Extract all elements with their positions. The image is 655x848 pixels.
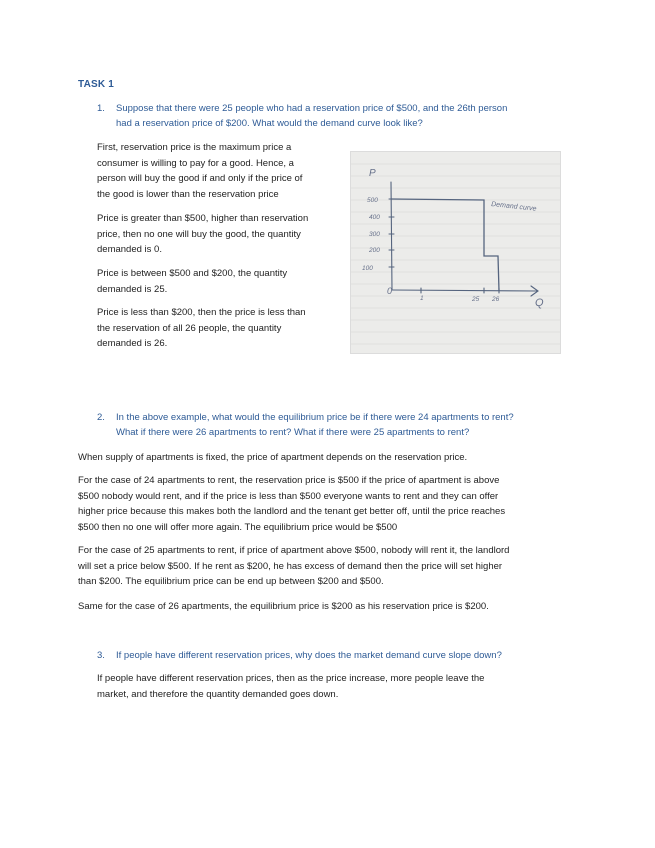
question-1-line-2: had a reservation price of $200. What would the demand curve look like?	[116, 118, 423, 129]
x-tick-label: 26	[492, 296, 500, 303]
y-tick-label: 200	[369, 247, 380, 254]
demand-curve-sketch	[350, 151, 561, 354]
origin-label: 0	[387, 286, 393, 296]
text-line: $500 nobody would rent, and if the price is less than $500 everyone wants to rent and they can offer	[78, 490, 499, 502]
question-3-line-1: If people have different reservation prices, why does the market demand curve slope down?	[116, 650, 502, 661]
q1-paragraph-4	[97, 305, 306, 352]
question-1-number: 1.	[97, 103, 105, 114]
text-line: demanded is 26.	[97, 338, 168, 349]
question-2-number: 2.	[97, 412, 105, 423]
text-line: If people have different reservation prices, then as the price increase, more people leave the	[97, 673, 485, 684]
question-1-line-1: Suppose that there were 25 people who had a reservation price of $500, and the 26th person	[116, 103, 508, 114]
question-2-line-1: In the above example, what would the equilibrium price be if there were 24 apartments to rent?	[116, 412, 514, 423]
text-line: the good is lower than the reservation price	[97, 188, 279, 200]
text-line: demanded is 0.	[97, 244, 162, 255]
q1-paragraph-2	[97, 211, 308, 258]
text-line: Same for the case of 26 apartments, the equilibrium price is $200 as his reservation price is $200.	[78, 601, 489, 612]
q1-paragraph-1	[97, 140, 302, 202]
quantity-axis	[392, 290, 537, 291]
text-line: $500 then no one will offer more again. The equilibrium price would be $500	[78, 521, 398, 533]
y-tick-label: 400	[369, 214, 380, 221]
text-line: For the case of 25 apartments to rent, if price of apartment above $500, nobody will rent it, the landlord	[78, 545, 510, 556]
question-3	[97, 648, 617, 664]
text-line: market, and therefore the quantity demanded goes down.	[97, 688, 339, 700]
text-line: higher price because this makes both the landlord and the tenant get better off, until the price reaches	[78, 506, 506, 517]
demand-curve-line	[391, 199, 499, 291]
x-tick-label: 1	[420, 295, 424, 302]
text-line: When supply of apartments is fixed, the price of apartment depends on the reservation price.	[78, 452, 468, 463]
question-2-line-2: What if there were 26 apartments to rent? What if there were 25 apartments to rent?	[116, 427, 470, 438]
text-line: demanded is 25.	[97, 283, 168, 295]
q2-paragraph-4	[78, 599, 489, 615]
text-line: Price is less than $200, then the price is less than	[97, 307, 306, 318]
text-line: For the case of 24 apartments to rent, the reservation price is $500 if the price of apartment is above	[78, 475, 500, 486]
y-tick-label: 300	[369, 231, 380, 238]
q1-paragraph-3	[97, 266, 287, 297]
question-3-number: 3.	[97, 650, 105, 661]
q2-paragraph-2	[78, 473, 505, 535]
q3-paragraph-1	[97, 671, 484, 702]
text-line: First, reservation price is the maximum price a	[97, 142, 292, 153]
q2-paragraph-3	[78, 543, 509, 590]
text-line: Price is between $500 and $200, the quantity	[97, 268, 288, 279]
text-line: Price is greater than $500, higher than reservation	[97, 213, 309, 224]
question-1	[97, 101, 617, 133]
text-line: price, then no one will buy the good, the quantity	[97, 228, 301, 240]
q2-paragraph-1	[78, 450, 467, 466]
text-line: the reservation of all 26 people, the quantity	[97, 322, 282, 334]
price-axis	[391, 182, 392, 290]
text-line: will set a price below $500. If he rent as $200, he has excess of demand then the price will set higher	[78, 560, 503, 572]
text-line: consumer is willing to pay for a good. Hence, a	[97, 157, 294, 169]
y-tick-label: 500	[367, 197, 378, 204]
quantity-axis-label: Q	[535, 297, 544, 309]
x-tick-label: 25	[472, 296, 480, 303]
question-2	[97, 410, 637, 442]
y-tick-label: 100	[362, 265, 373, 272]
text-line: person will buy the good if and only if the price of	[97, 173, 303, 184]
text-line: than $200. The equilibrium price can be end up between $200 and $500.	[78, 576, 384, 587]
task-title: TASK 1	[78, 79, 115, 90]
price-axis-label: P	[369, 168, 376, 179]
curve-label: Demand curve	[490, 201, 537, 213]
